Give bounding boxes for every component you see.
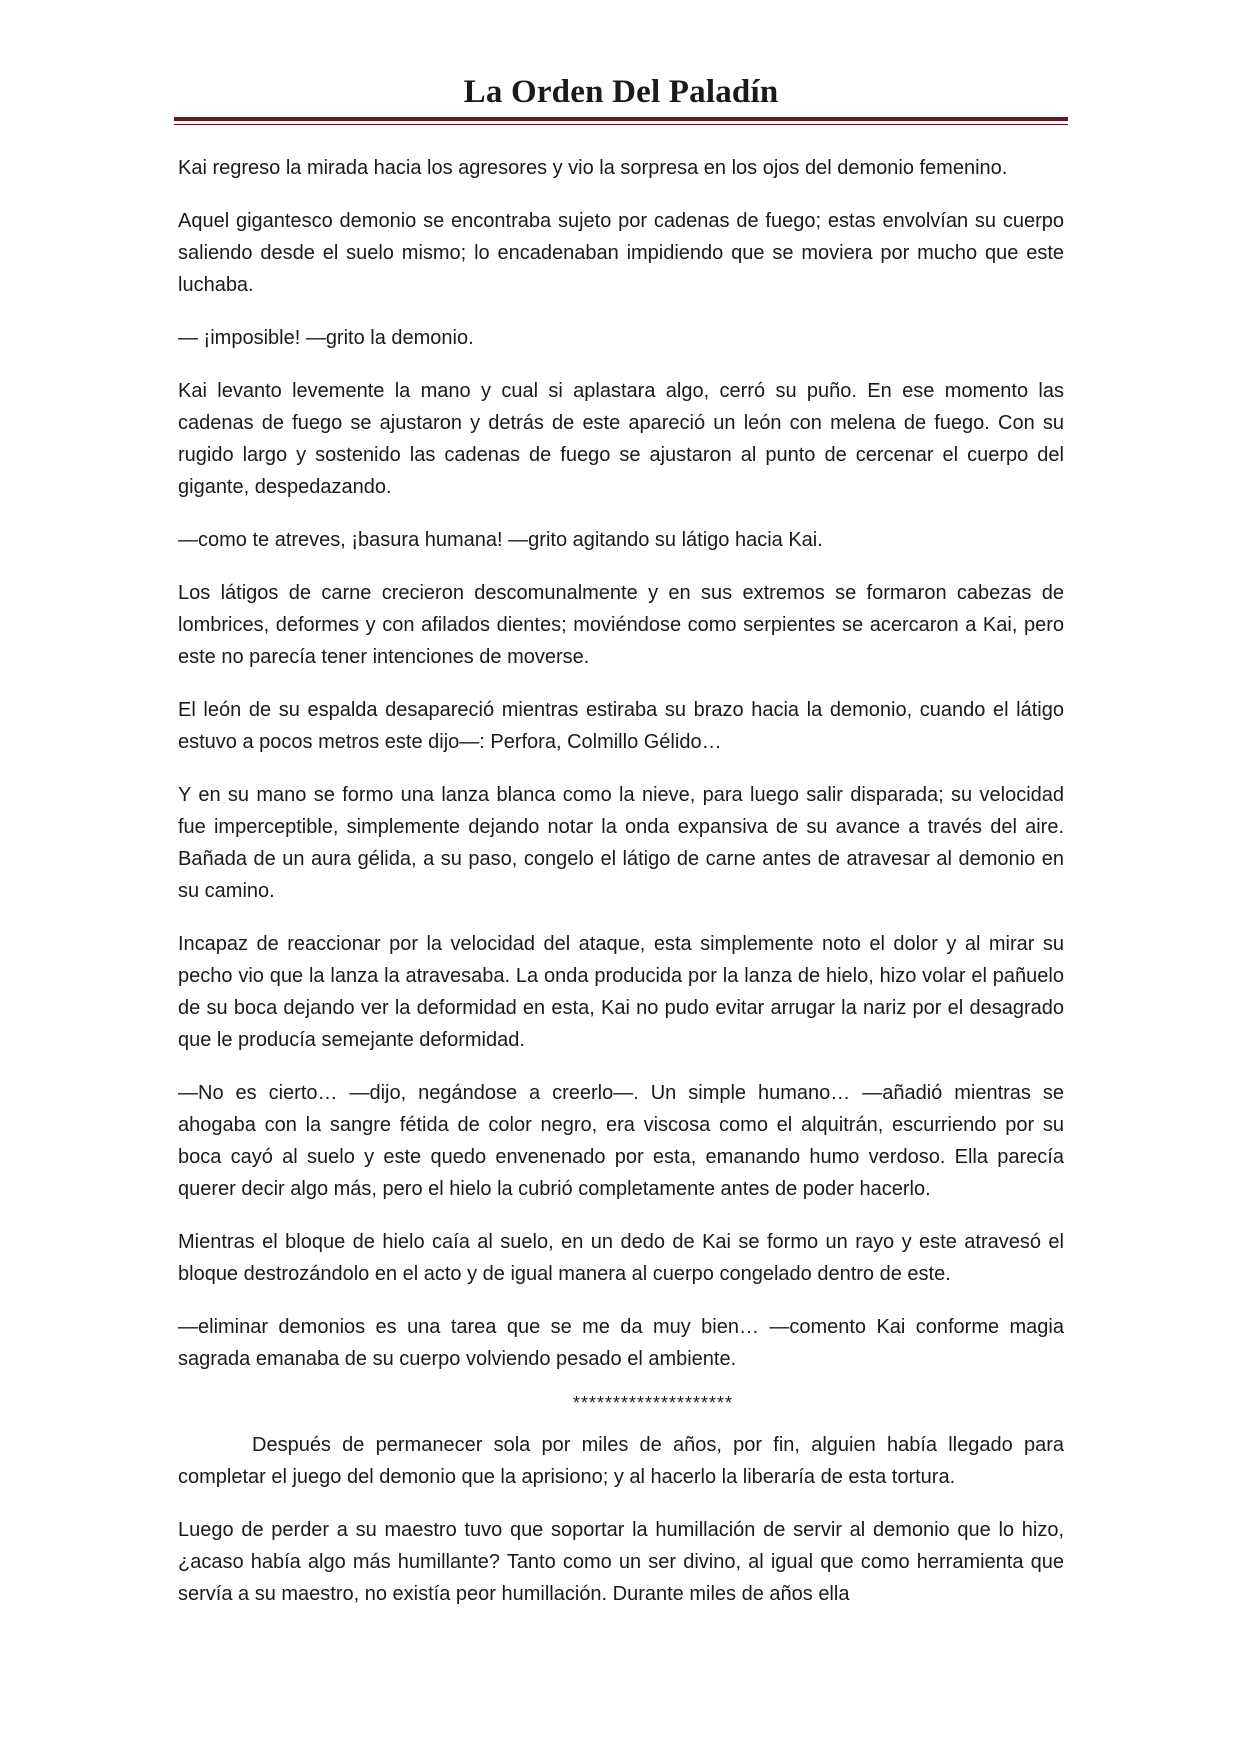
document-body [178, 152, 1064, 1631]
scene-separator: ******************** [572, 1393, 734, 1413]
paragraph: Y en su mano se formo una lanza blanca como la nieve, para luego salir disparada; su velocidad fue imperceptible, simplemente dejando notar la onda expansiva de su avance a través del aire. Bañada de un aura gélida, a su paso, congelo el látigo de carne antes de atravesar al demonio en su camino. [178, 784, 1064, 902]
page-title: La Orden Del Paladín [463, 74, 779, 110]
paragraph: Aquel gigantesco demonio se encontraba sujeto por cadenas de fuego; estas envolvían su cuerpo saliendo desde el suelo mismo; lo encadenaban impidiendo que se moviera por mucho que este luchaba. [178, 210, 1064, 296]
paragraph: Los látigos de carne crecieron descomunalmente y en sus extremos se formaron cabezas de lombrices, deformes y con afilados dientes; moviéndose como serpientes se acercaron a Kai, pero este no parecía tener intenciones de moverse. [178, 582, 1064, 668]
paragraph: Kai levanto levemente la mano y cual si aplastara algo, cerró su puño. En ese momento las cadenas de fuego se ajustaron y detrás de este apareció un león con melena de fuego. Con su rugido largo y sostenido las cadenas de fuego se ajustaron al punto de cercenar el cuerpo del gigante, despedazando. [178, 380, 1064, 498]
paragraph: — ¡imposible! —grito la demonio. [178, 327, 474, 349]
paragraph: —No es cierto… —dijo, negándose a creerlo—. Un simple humano… —añadió mientras se ahogaba con la sangre fétida de color negro, era viscosa como el alquitrán, escurriendo por su boca cayó al suelo y este quedo envenenado por esta, emanando humo verdoso. Ella parecía querer decir algo más, pero el hielo la cubrió completamente antes de poder hacerlo. [178, 1082, 1064, 1200]
header-rule-thick [174, 117, 1068, 121]
page-header [174, 70, 1068, 114]
paragraph: Incapaz de reaccionar por la velocidad del ataque, esta simplemente noto el dolor y al mirar su pecho vio que la lanza la atravesaba. La onda producida por la lanza de hielo, hizo volar el pañuelo de su boca dejando ver la deformidad en esta, Kai no pudo evitar arrugar la nariz por el desagrado que le producía semejante deformidad. [178, 933, 1064, 1051]
header-rule-thin [174, 124, 1068, 125]
paragraph: Luego de perder a su maestro tuvo que soportar la humillación de servir al demonio que lo hizo, ¿acaso había algo más humillante? Tanto como un ser divino, al igual que como herramienta que servía a su maestro, no existía peor humillación. Durante miles de años ella [178, 1519, 1064, 1605]
paragraph: Después de permanecer sola por miles de años, por fin, alguien había llegado para completar el juego del demonio que la aprisiono; y al hacerlo la liberaría de esta tortura. [178, 1434, 1064, 1488]
paragraph: —como te atreves, ¡basura humana! —grito agitando su látigo hacia Kai. [178, 529, 823, 551]
paragraph: El león de su espalda desapareció mientras estiraba su brazo hacia la demonio, cuando el látigo estuvo a pocos metros este dijo—: Perfora, Colmillo Gélido… [178, 699, 1064, 753]
paragraph: Mientras el bloque de hielo caía al suelo, en un dedo de Kai se formo un rayo y este atravesó el bloque destrozándolo en el acto y de igual manera al cuerpo congelado dentro de este. [178, 1231, 1064, 1285]
paragraph: Kai regreso la mirada hacia los agresores y vio la sorpresa en los ojos del demonio femenino. [178, 157, 1008, 179]
paragraph: —eliminar demonios es una tarea que se me da muy bien… —comento Kai conforme magia sagrada emanaba de su cuerpo volviendo pesado el ambiente. [178, 1316, 1064, 1370]
